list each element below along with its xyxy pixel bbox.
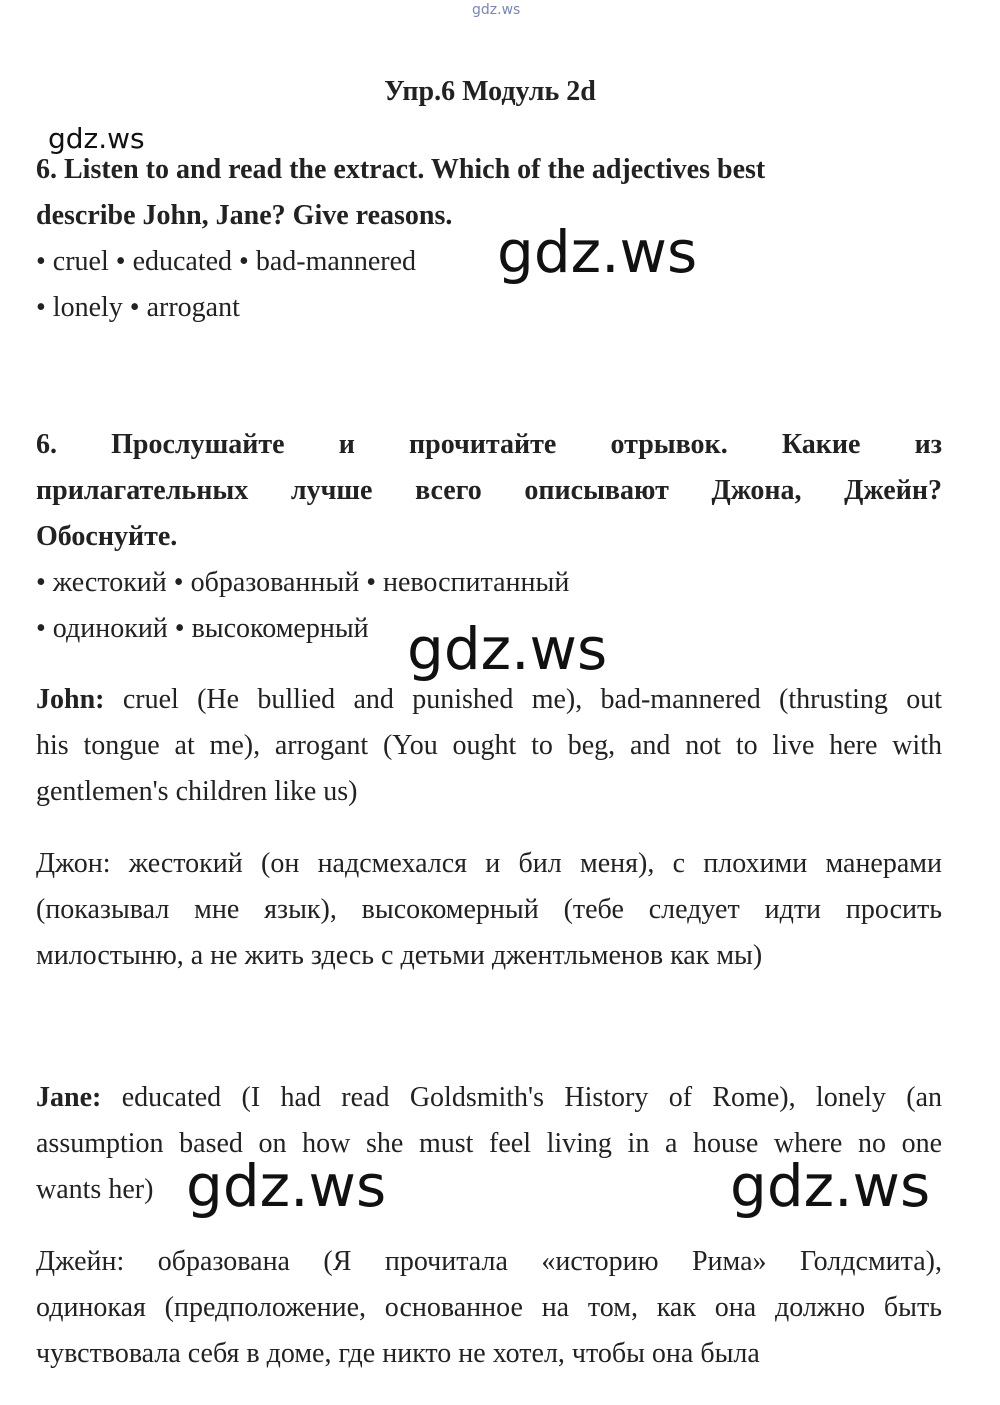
task-instruction-line: 6. Listen to and read the extract. Which of the adjectives best <box>36 154 766 185</box>
watermark-top: gdz.ws <box>472 2 521 18</box>
answer-jane <box>36 1075 942 1213</box>
answer-line <box>36 1075 942 1121</box>
answer-line: wants her) <box>36 1174 154 1205</box>
answer-line: gentlemen's children like us) <box>36 776 358 807</box>
task-instruction-line: 6. Прослушайте и прочитайте отрывок. Какие из <box>36 429 942 460</box>
task-instruction-line: describe John, Jane? Give reasons. <box>36 200 453 231</box>
character-label: John: <box>36 684 105 715</box>
answer-line: assumption based on how she must feel living in a house where no one <box>36 1128 942 1159</box>
watermark-small: gdz.ws <box>48 122 145 155</box>
answer-line: чувствовала себя в доме, где никто не хотел, чтобы она была <box>36 1338 760 1369</box>
task-english <box>36 147 942 331</box>
answer-line: одинокая (предположение, основанное на том, как она должно быть <box>36 1292 942 1323</box>
adjective-options: • одинокий • высокомерный <box>36 613 369 644</box>
watermark-large: gdz.ws <box>407 615 608 683</box>
answer-line: his tongue at me), arrogant (You ought to beg, and not to live here with <box>36 730 942 761</box>
task-russian <box>36 422 942 652</box>
answer-line: Джейн: образована (Я прочитала «историю Рима» Голдсмита), <box>36 1246 942 1277</box>
answer-john-russian <box>36 841 942 979</box>
answer-line <box>36 677 942 723</box>
answer-text: cruel (He bullied and punished me), bad-mannered (thrusting out <box>122 684 943 715</box>
answer-line: милостыню, а не жить здесь с детьми джентльменов как мы) <box>36 940 763 971</box>
answer-jane-russian <box>36 1239 942 1377</box>
adjective-options: • cruel • educated • bad-mannered <box>36 246 416 277</box>
answer-line: (показывал мне язык), высокомерный (тебе следует идти просить <box>36 894 942 925</box>
watermark-large: gdz.ws <box>497 218 698 286</box>
character-label: Jane: <box>36 1082 102 1113</box>
task-instruction-line: прилагательных лучше всего описывают Джона, Джейн? <box>36 475 942 506</box>
answer-text: educated (I had read Goldsmith's History of Rome), lonely (an <box>121 1082 943 1113</box>
watermark-large: gdz.ws <box>186 1152 387 1220</box>
page-title: Упр.6 Модуль 2d <box>384 76 596 107</box>
task-instruction-line: Обоснуйте. <box>36 521 178 552</box>
adjective-options: • lonely • arrogant <box>36 292 240 323</box>
adjective-options: • жестокий • образованный • невоспитанный <box>36 567 570 598</box>
answer-john <box>36 677 942 815</box>
answer-line: Джон: жестокий (он надсмехался и бил меня), с плохими манерами <box>36 848 942 879</box>
watermark-large: gdz.ws <box>730 1152 931 1220</box>
